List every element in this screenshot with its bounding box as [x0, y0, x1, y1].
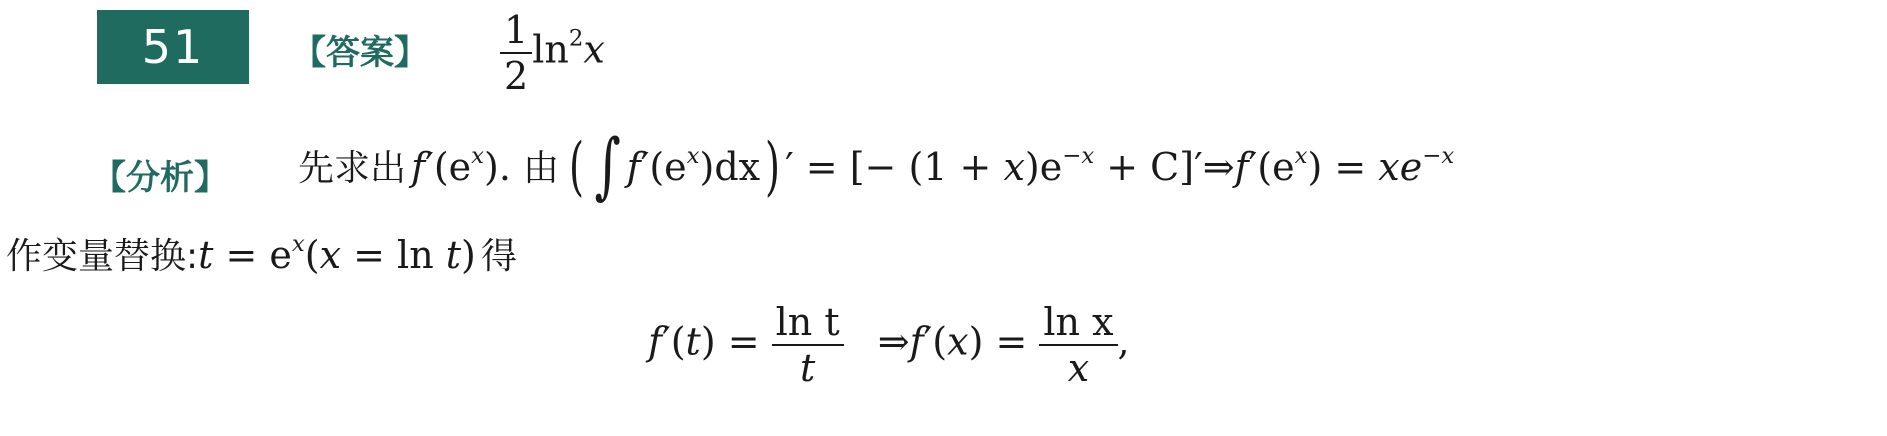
- problem-number-badge: 51: [97, 10, 249, 84]
- analysis-plus-c: + C]′⇒: [1094, 145, 1235, 189]
- sub-t: t: [198, 233, 214, 277]
- analysis-negx2: −x: [1422, 142, 1455, 169]
- analysis-negx1: −x: [1062, 142, 1095, 169]
- analysis-f1: f: [411, 145, 426, 189]
- answer-exponent: 2: [568, 25, 584, 52]
- analysis-dx: )dx: [699, 145, 761, 189]
- answer-fraction: [500, 8, 532, 98]
- analysis-equals: =: [1322, 145, 1379, 189]
- answer-ln: ln: [532, 27, 569, 72]
- answer-expression: [500, 8, 605, 98]
- sub-eq2: = ln: [341, 233, 446, 277]
- sub-eq: = e: [213, 233, 292, 277]
- analysis-line: 先求出 $f'(e^x)$. 由 ( ∫ $f'(e^x)dx$) ′ = [− $(1 + x)e^{-x}$ + $C]'\Rightarrow f'(e^x) = xe^{-x}$: [298, 123, 1455, 207]
- sub-t2: t: [445, 233, 462, 277]
- result-den-t: t: [800, 346, 816, 390]
- analysis-arg1-sup: x: [471, 142, 485, 169]
- result-fraction-t: [772, 300, 844, 390]
- analysis-arg2-sup: x: [686, 142, 700, 169]
- result-num-t: ln t: [772, 300, 844, 346]
- result-den-x: x: [1067, 346, 1090, 390]
- result-arrow: ⇒: [877, 319, 910, 364]
- analysis-arg1-close: ).: [484, 145, 511, 189]
- analysis-prime3: ′: [1248, 145, 1258, 189]
- analysis-f3: f: [1234, 145, 1249, 189]
- result-comma: ,: [1117, 319, 1130, 364]
- analysis-exp-base: )e: [1024, 145, 1063, 189]
- result-line: f′(t) = $\frac{\text{ln t}}{t}$ ⇒f′(x) = $\frac{\text{ln x}}{x}$ ,: [648, 300, 1130, 390]
- answer-variable: x: [583, 27, 605, 72]
- sub-paren: (: [304, 233, 320, 277]
- sub-close: ): [461, 233, 476, 277]
- analysis-arg2-open: (e: [649, 145, 687, 189]
- answer-frac-denominator: 2: [504, 54, 529, 98]
- analysis-intro: 先求出: [298, 148, 407, 189]
- result-eq2: =: [983, 319, 1040, 364]
- answer-frac-numerator: 1: [500, 8, 532, 54]
- result-arg-t: t: [685, 319, 701, 364]
- result-fraction-x: [1039, 300, 1117, 390]
- answer-tag: 【答案】: [292, 33, 428, 73]
- substitution-line: [6, 228, 517, 279]
- sub-x: x: [319, 233, 342, 277]
- analysis-xe: xe: [1378, 145, 1423, 189]
- analysis-arg3-sup: x: [1294, 142, 1308, 169]
- result-arg-x: x: [947, 319, 969, 364]
- sub-sup: x: [291, 230, 305, 257]
- analysis-by: 由: [523, 148, 560, 189]
- substitution-get: 得: [480, 236, 517, 277]
- result-prime2: ′: [923, 319, 933, 364]
- result-eq1: =: [715, 319, 772, 364]
- analysis-bracket-open: ′ = [− (1 +: [785, 145, 1004, 189]
- analysis-prime1: ′: [425, 145, 434, 189]
- analysis-arg3-open: (e: [1257, 145, 1295, 189]
- analysis-tag: 【分析】: [92, 158, 228, 198]
- analysis-arg1-open: (e: [433, 145, 472, 189]
- result-num-x: ln x: [1039, 300, 1117, 346]
- analysis-x1: x: [1003, 145, 1025, 189]
- analysis-prime2: ′: [640, 145, 650, 189]
- substitution-label: 作变量替换:: [6, 236, 199, 277]
- result-prime1: ′: [662, 319, 671, 364]
- result-f2: f: [909, 319, 924, 364]
- analysis-f2: f: [626, 145, 641, 189]
- result-f1: f: [648, 319, 663, 364]
